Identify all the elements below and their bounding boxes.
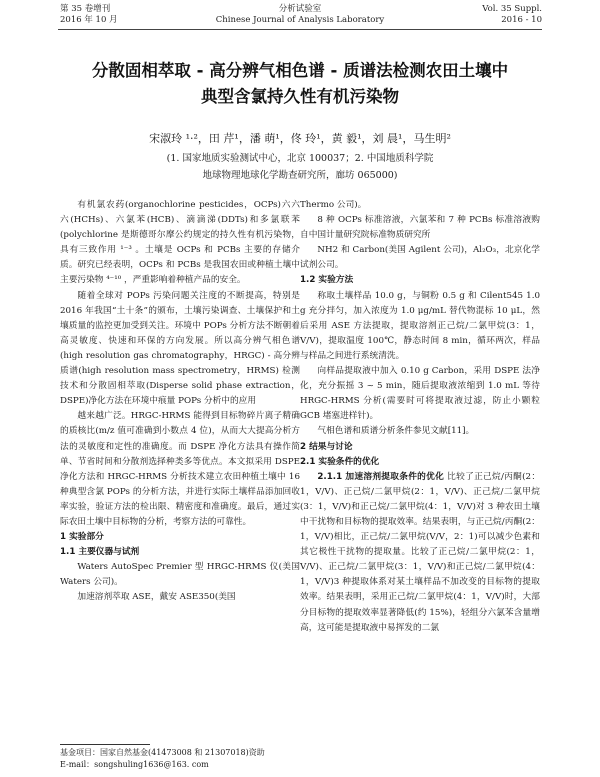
section-heading: 2 结果与讨论	[300, 441, 353, 452]
paper-title-line2: 典型含氯持久性有机污染物	[201, 87, 399, 106]
issue-date-en: 2016 - 10	[501, 15, 542, 25]
paper-title-line1: 分散固相萃取 - 高分辨气相色谱 - 质谱法检测农田土壤中	[91, 61, 509, 80]
volume-label: 第 35 卷增刊	[60, 4, 111, 14]
affiliation-line2: 地球物理地球化学勘查研究所，廊坊 065000)	[202, 170, 398, 181]
paragraph: 越来越广泛。HRGC-HRMS 能得到目标物碎片离子精确的质核比(m/z 值可准确到小数点 4 位)，从而大大提高分析方法的灵敏度和定性的准确度。而 DSPE 净化方法具有操作简单、节省时间和分散剂选择种类多等优点。本文拟采用 DSPE 净化方法和 HRGC-HRMS 分析技术建立农田种植土壤中 16 种典型含氯 POPs 的分析方法，并进行实际土壤样品添加回收率实验，验证方法的检出限、精密度和准确度。最后，通过实际农田土壤中目标物的分析，考察方法的可靠性。	[60, 411, 300, 527]
paragraph: 随着全球对 POPs 污染问题关注度的不断提高，特别是 2016 年我国“土十条”的颁布，土壤污染调查、土壤保护和土壤质量的监控更加受到关注。环境中 POPs 分析方法不断朝着高灵敏度、快速和环保的方向发展。所以高分辨气相色谱(high resolution gas chromatography，HRGC) - 高分辨质谱(high resolution mass spectrometry，HRMS) 检测技术和分散固相萃取(Disperse solid phase extraction，DSPE)净化方法在环境中痕量 POPs 分析中的应用	[60, 290, 300, 407]
footnote-divider	[60, 744, 150, 745]
paragraph	[300, 470, 540, 636]
email-footnote: E-mail：songshuling1636@163. com	[60, 760, 209, 769]
subsection-heading: 1.1 主要仪器与试剂	[60, 547, 140, 558]
issue-date: 2016 年 10 月	[60, 15, 118, 25]
journal-name-cn: 分析试验室	[278, 4, 322, 14]
paragraph: 向样品提取液中加入 0.10 g Carbon，采用 DSPE 法净化，充分振摇 3 ~ 5 min，随后提取液浓缩到 1.0 mL 等待 HRGC-HRMS 分析(需要时可将提取液过滤，防止小颗粒 GCB 堵塞进样针)。	[300, 366, 540, 422]
funding-footnote: 基金项目：国家自然基金(41473008 和 21307018)资助	[60, 748, 265, 757]
subsection-heading: 1.2 实验方法	[300, 275, 354, 286]
paragraph-text: 比较了正己烷/丙酮(2：1，V/V)、正己烷/二氯甲烷(2：1，V/V)、正己烷/二氯甲烷(3：1，V/V)和正己烷/二氯甲烷(4：1，V/V)对 3 种农田土壤中干扰物和目标物的提取效率。结果表明，与正己烷/丙酮(2：1，V/V)相比，正己烷/二氯甲烷(V/V，2：1)可以减少色素和其它极性干扰物的提取量。比较了正己烷/二氯甲烷(2：1，V/V)、正己烷/二氯甲烷(3：1，V/V)和正己烷/二氯甲烷(4：1，V/V)3 种提取体系对某土壤样品不加改变的目标物的提取效率。结果表明，采用正己烷/二氯甲烷(4：1，V/V)时，大部分目标物的提取效率显著降低(约 15%)，轻组分六氯苯含量增高，这可能是提取液中易挥发的二氯	[300, 471, 541, 633]
section-heading: 1 实验部分	[60, 532, 104, 543]
paragraph: Thermo 公司)。	[300, 200, 367, 210]
paragraph: Waters AutoSpec Premier 型 HRGC-HRMS 仪(美国 Waters 公司)。	[60, 562, 300, 588]
paragraph: 8 种 OCPs 标准溶液，六氯苯和 7 种 PCBs 标准溶液购自中国计量研究院标准物质研究所	[300, 215, 540, 241]
paragraph: 加速溶剂萃取 ASE，戴安 ASE350(美国	[77, 592, 236, 603]
journal-name-en: Chinese Journal of Analysis Laboratory	[215, 15, 385, 25]
author-list: 宋淑玲 ¹·²，田 芹¹，潘 萌¹，佟 玲¹，黄 毅¹，刘 晨¹，马生明²	[149, 132, 451, 145]
subsubsection-heading: 2.1.1 加速溶剂提取条件的优化	[317, 471, 445, 482]
paragraph: NH2 和 Carbon(美国 Agilent 公司)，Al₂O₃，北京化学试剂公司。	[300, 245, 540, 271]
body-column-right	[300, 198, 540, 636]
paragraph: 称取土壤样品 10.0 g，与铜粉 0.5 g 和 Cilent545 1.0 g 充分拌匀，加入浓度为 1.0 μg/mL 替代物混标 10 μL，然后采用 ASE 方法提取，提取溶剂正己烷/二氯甲烷(3：1，V/V)，提取温度 100℃，静态时间 8 min，循环两次，样品与样品之间进行系统清洗。	[300, 290, 540, 361]
subsection-heading: 2.1 实验条件的优化	[300, 456, 380, 467]
volume-label-en: Vol. 35 Suppl.	[482, 4, 542, 14]
running-header-right	[482, 4, 542, 26]
header-divider	[58, 29, 542, 30]
body-column-left	[60, 198, 300, 606]
paragraph: 气相色谱和质谱分析条件参见文献[11]。	[317, 426, 475, 437]
affiliation-line1: (1. 国家地质实验测试中心，北京 100037；2. 中国地质科学院	[166, 153, 434, 164]
paragraph: 有机氯农药(organochlorine pesticides，OCPs)六六六(HCHs)、六氯苯(HCB)、滴滴涕(DDTs)和多氯联苯(polychlorine 是斯德哥尔摩公约规定的持久性有机污染物，具有三致作用 ¹⁻³ 。土壤是 OCPs 和 PCBs 主要的存储介质。研究已经表明，OCPs 和 PCBs 是我国农田或种植土壤中主要污染物 ⁴⁻¹⁰ ，严重影响着种植产品的安全。	[60, 200, 300, 286]
